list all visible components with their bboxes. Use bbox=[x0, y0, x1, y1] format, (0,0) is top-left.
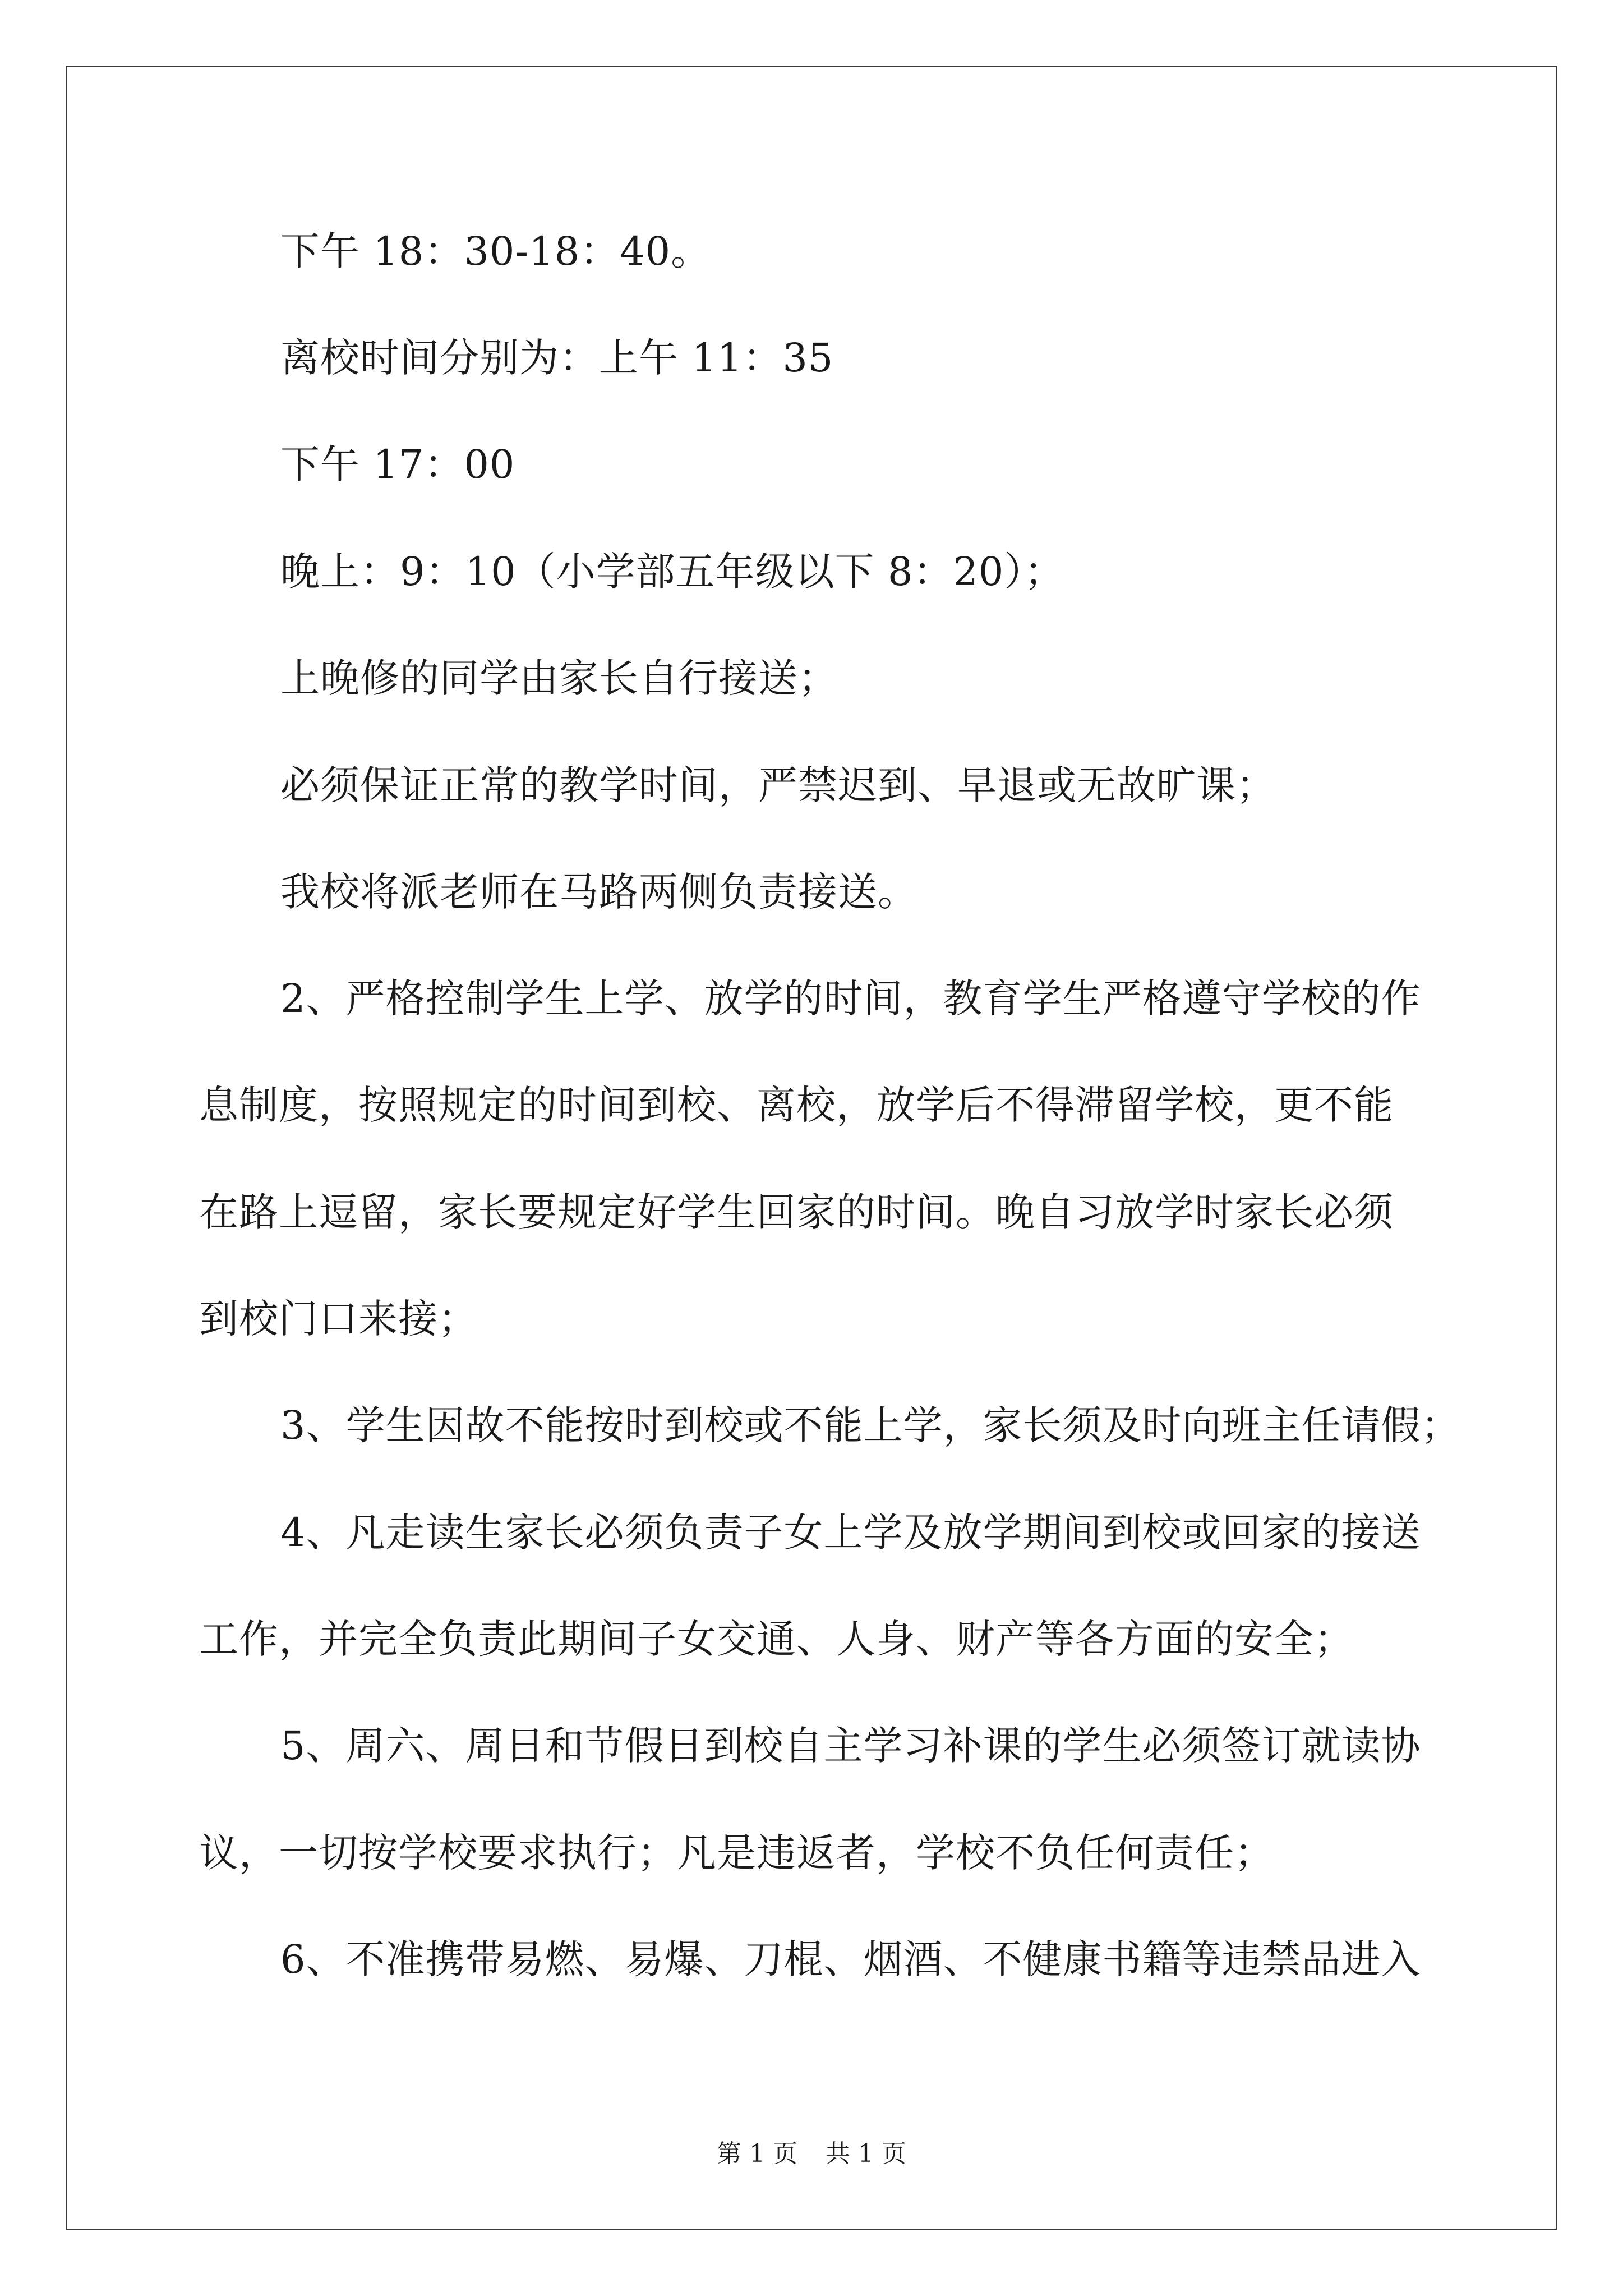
text-line: 我校将派老师在马路两侧负责接送。 bbox=[280, 869, 917, 915]
text-line: 必须保证正常的教学时间，严禁迟到、早退或无故旷课； bbox=[280, 762, 1276, 808]
text-line: 4、凡走读生家长必须负责子女上学及放学期间到校或回家的接送 bbox=[280, 1510, 1421, 1556]
text-line: 6、不准携带易燃、易爆、刀棍、烟酒、不健康书籍等违禁品进入 bbox=[280, 1936, 1421, 1982]
page-total: 共 1 页 bbox=[826, 2139, 906, 2168]
text-line: 在路上逗留，家长要规定好学生回家的时间。晚自习放学时家长必须 bbox=[199, 1189, 1394, 1235]
text-line: 工作，并完全负责此期间子女交通、人身、财产等各方面的安全； bbox=[199, 1616, 1354, 1662]
text-line: 上晚修的同学由家长自行接送； bbox=[280, 655, 838, 701]
page-number: 第 1 页 bbox=[717, 2139, 797, 2168]
text-line: 下午 17：00 bbox=[280, 441, 515, 487]
text-line: 5、周六、周日和节假日到校自主学习补课的学生必须签订就读协 bbox=[280, 1723, 1421, 1769]
text-line: 下午 18：30-18：40。 bbox=[280, 228, 711, 274]
text-line: 3、学生因故不能按时到校或不能上学，家长须及时向班主任请假； bbox=[280, 1402, 1461, 1448]
text-line: 到校门口来接； bbox=[199, 1296, 478, 1342]
text-line: 息制度，按照规定的时间到校、离校，放学后不得滞留学校，更不能 bbox=[199, 1082, 1394, 1128]
text-line: 离校时间分别为：上午 11：35 bbox=[280, 335, 834, 381]
text-line: 议，一切按学校要求执行；凡是违返者，学校不负任何责任； bbox=[199, 1830, 1274, 1876]
page-footer bbox=[0, 2137, 1623, 2171]
text-line: 晚上：9：10（小学部五年级以下 8：20）； bbox=[280, 549, 1064, 595]
page-border bbox=[66, 66, 1557, 2230]
text-line: 2、严格控制学生上学、放学的时间，教育学生严格遵守学校的作 bbox=[280, 976, 1421, 1022]
